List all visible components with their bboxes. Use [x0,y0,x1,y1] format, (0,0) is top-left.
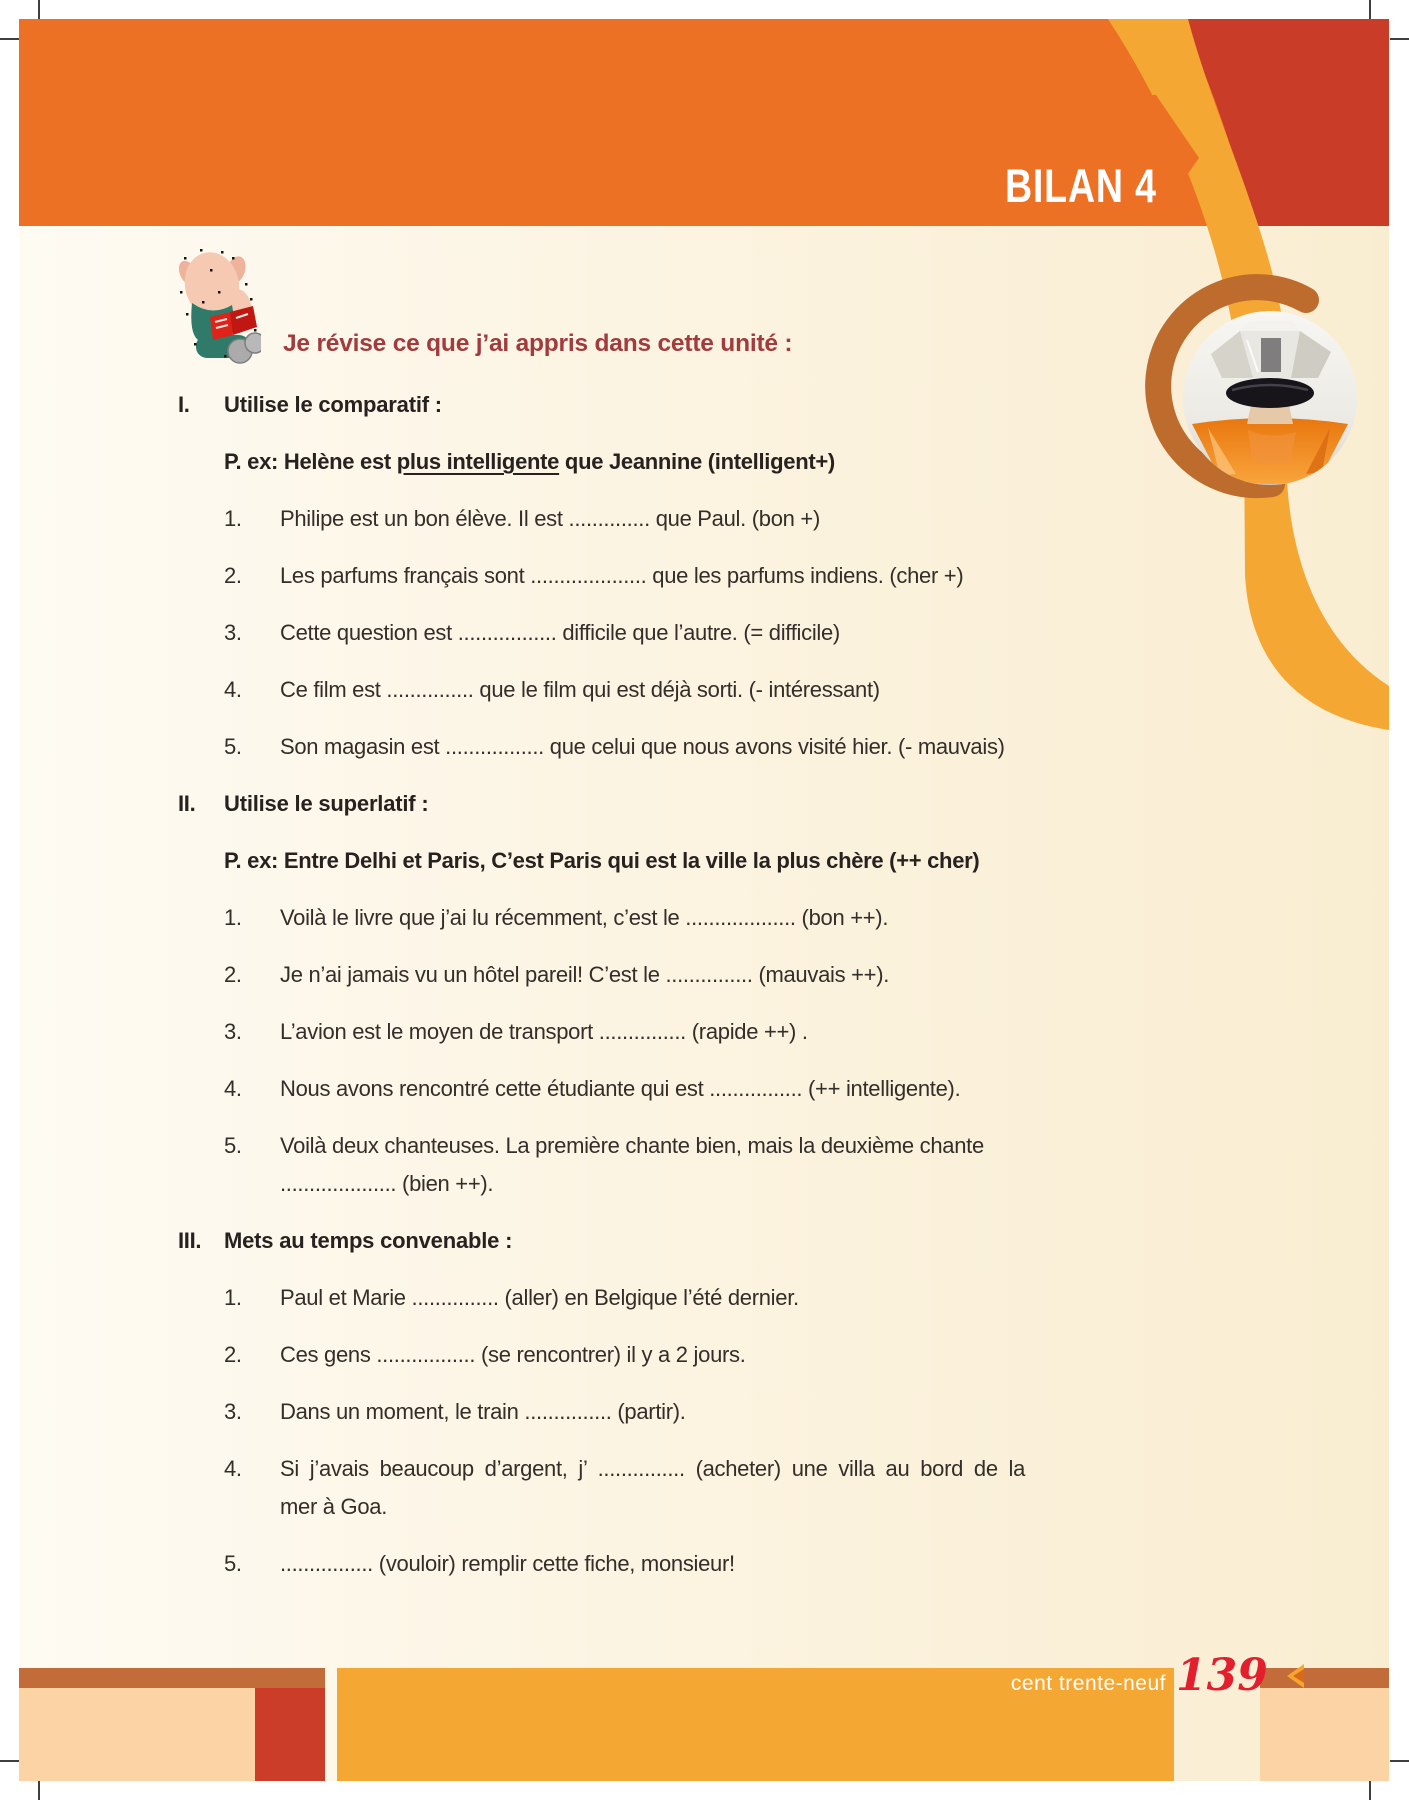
item-line: Je n’ai jamais vu un hôtel pareil! C’est le ............... (mauvais ++). [280,962,890,987]
section-title: Utilise le superlatif : [224,791,429,816]
exercise-sections [178,386,1298,1602]
item-text [280,1013,808,1051]
item-line: ................ (vouloir) remplir cette fiche, monsieur! [280,1551,735,1576]
exercise-section [178,785,1298,1203]
item-line: Philipe est un bon élève. Il est .............. que Paul. (bon +) [280,506,820,531]
item-line: Nous avons rencontré cette étudiante qui est ................ (++ intelligente). [280,1076,961,1101]
section-numeral: II. [178,791,196,816]
exercise-item [178,1013,1298,1051]
example-text: P. ex: Entre Delhi et Paris, C’est Paris qui est la ville la plus chère (++ cher) [224,848,980,873]
item-number: 4. [224,677,242,702]
item-text [280,728,1005,766]
item-line: mer à Goa. [280,1494,388,1519]
exercise-item [178,728,1298,766]
item-number: 5. [224,1551,242,1576]
item-text [280,1545,735,1583]
exercise-item [178,899,1298,937]
intro-heading: Je révise ce que j’ai appris dans cette unité : [283,330,793,357]
item-line: .................... (bien ++). [280,1171,494,1196]
section-example [224,443,1298,481]
exercise-section [178,386,1298,766]
exercise-item [178,1393,1298,1431]
item-text [280,956,889,994]
item-number: 3. [224,1399,242,1424]
item-number: 3. [224,1019,242,1044]
item-text [280,614,840,652]
item-line: Voilà le livre que j’ai lu récemment, c’est le ................... (bon ++). [280,905,889,930]
exercise-item [178,1070,1298,1108]
item-line: Paul et Marie ............... (aller) en Belgique l’été dernier. [280,1285,799,1310]
footer-brown-bar-left [19,1668,325,1688]
exercise-item [178,614,1298,652]
item-number: 1. [224,506,242,531]
item-line: Ces gens ................. (se rencontrer) il y a 2 jours. [280,1342,746,1367]
section-items [178,899,1298,1203]
item-number: 4. [224,1076,242,1101]
page-number: 139 [1176,1650,1268,1701]
page-title: BILAN 4 [1005,159,1157,212]
exercise-item [178,1545,1298,1583]
item-text [280,500,820,538]
item-text [280,1127,984,1203]
section-example [224,842,1298,880]
item-text [280,1279,799,1317]
footer-orange-band [337,1668,1174,1781]
exercise-item [178,671,1298,709]
item-text [280,557,963,595]
item-number: 2. [224,1342,242,1367]
exercise-item [178,557,1298,595]
section-title: Utilise le comparatif : [224,392,442,417]
exercise-item [178,1279,1298,1317]
footer-brown-bar-right [1260,1668,1389,1688]
example-text: P. ex: Helène est [224,449,397,474]
item-line: Son magasin est ................. que celui que nous avons visité hier. (- mauvais) [280,734,1005,759]
back-chevron-icon [1283,1664,1305,1688]
footer-red-block [255,1688,325,1781]
section-items [178,500,1298,766]
item-line: Les parfums français sont .................... que les parfums indiens. (cher +) [280,563,964,588]
item-line: Voilà deux chanteuses. La première chante bien, mais la deuxième chante [280,1133,984,1158]
item-text [280,671,880,709]
exercise-item [178,500,1298,538]
item-line: Si j’avais beaucoup d’argent, j’ ............... (acheter) une villa au bord de la [280,1456,1026,1481]
section-numeral: III. [178,1228,202,1253]
example-text: que Jeannine (intelligent+) [559,449,835,474]
item-text [280,1393,686,1431]
item-number: 4. [224,1456,242,1481]
item-text [280,899,888,937]
example-underlined-text: plus intelligente [396,449,560,474]
item-number: 3. [224,620,242,645]
item-line: Ce film est ............... que le film qui est déjà sorti. (- intéressant) [280,677,880,702]
exercise-item [178,1336,1298,1374]
item-number: 2. [224,962,242,987]
item-text [280,1070,960,1108]
item-number: 5. [224,1133,242,1158]
footer-peach-block-left [19,1688,255,1781]
item-line: L’avion est le moyen de transport ............... (rapide ++) . [280,1019,808,1044]
exercise-section [178,1222,1298,1583]
exercise-item [178,956,1298,994]
pig-reading-book-illustration [166,243,261,378]
item-number: 2. [224,563,242,588]
item-number: 1. [224,905,242,930]
item-text [280,1450,1025,1526]
section-numeral: I. [178,392,190,417]
item-number: 5. [224,734,242,759]
section-items [178,1279,1298,1583]
item-text [280,1336,746,1374]
item-line: Dans un moment, le train ............... (partir). [280,1399,686,1424]
item-number: 1. [224,1285,242,1310]
page-number-words: cent trente-neuf [1010,1672,1166,1695]
footer-peach-block-right [1260,1688,1389,1781]
exercise-item [178,1127,1298,1203]
item-line: Cette question est ................. difficile que l’autre. (= difficile) [280,620,840,645]
section-title: Mets au temps convenable : [224,1228,513,1253]
exercise-item [178,1450,1298,1526]
